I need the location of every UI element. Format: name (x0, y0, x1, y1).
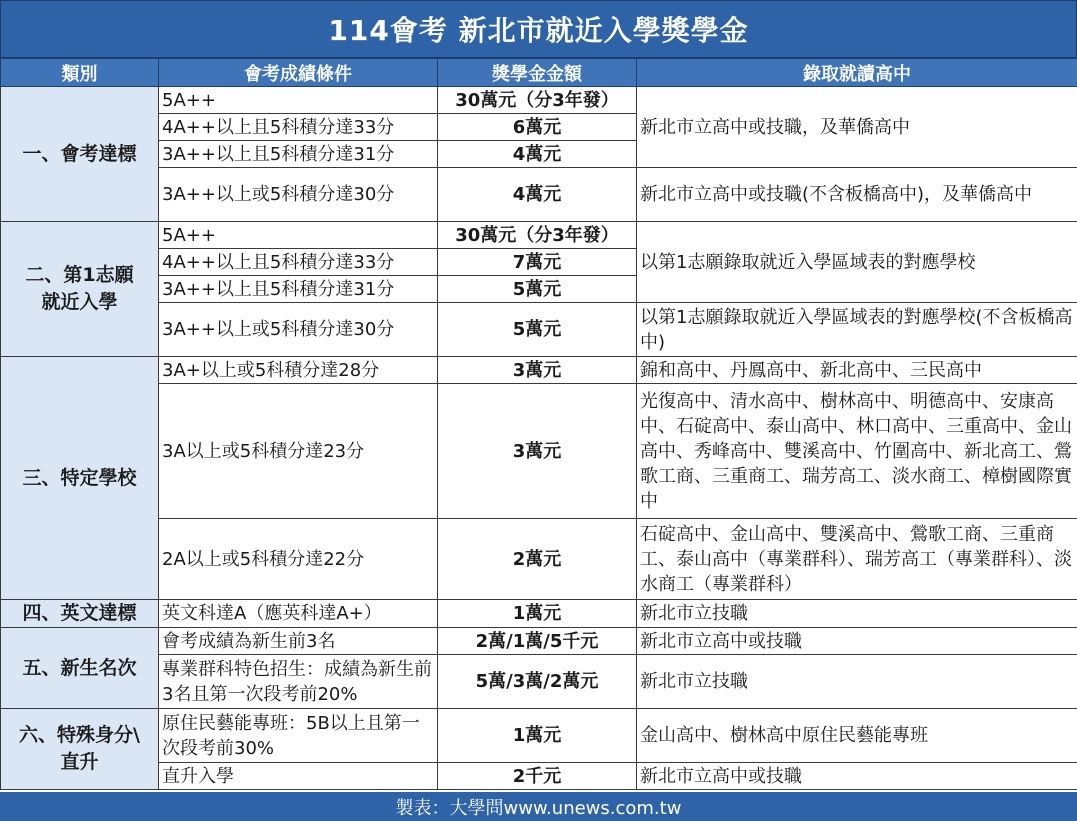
category-cell (1, 600, 159, 628)
school-cell: 新北市立技職 (637, 655, 1077, 709)
amount-cell: 5萬元 (438, 276, 637, 303)
category-label: 六、特殊身分\ (19, 724, 140, 746)
condition-cell: 4A++以上且5科積分達33分 (159, 114, 438, 141)
category-label: 一、會考達標 (22, 142, 137, 165)
header-amount: 獎學金金額 (438, 59, 637, 87)
school-cell: 石碇高中、金山高中、雙溪高中、鶯歌工商、三重商工、泰山高中（專業群科）、瑞芳高工（專業群科）、淡水商工（專業群科） (637, 519, 1077, 600)
table-header-row (1, 59, 1077, 87)
condition-cell: 2A以上或5科積分達22分 (159, 519, 438, 600)
amount-cell: 30萬元（分3年發） (438, 87, 637, 114)
category-cell (1, 709, 159, 790)
category-cell (1, 357, 159, 600)
category-cell (1, 87, 159, 222)
amount-cell: 30萬元（分3年發） (438, 222, 637, 249)
amount-cell: 7萬元 (438, 249, 637, 276)
category-cell (1, 222, 159, 357)
scholarship-table (0, 58, 1077, 790)
school-cell: 新北市立高中或技職(不含板橋高中)，及華僑高中 (637, 168, 1077, 222)
school-cell: 以第1志願錄取就近入學區域表的對應學校 (637, 222, 1077, 303)
condition-cell: 原住民藝能專班：5B以上且第一次段考前30% (159, 709, 438, 763)
header-category: 類別 (1, 59, 159, 87)
amount-cell: 2千元 (438, 763, 637, 790)
amount-cell: 2萬元 (438, 519, 637, 600)
school-cell: 新北市立高中或技職，及華僑高中 (637, 87, 1077, 168)
amount-cell: 3萬元 (438, 357, 637, 384)
table-row (1, 357, 1077, 384)
amount-cell: 3萬元 (438, 384, 637, 519)
table-row (1, 709, 1077, 763)
condition-cell: 3A++以上或5科積分達30分 (159, 168, 438, 222)
footer-credit: 製表：大學問www.unews.com.tw (0, 792, 1077, 821)
category-cell (1, 628, 159, 709)
category-label: 三、特定學校 (22, 466, 137, 489)
amount-cell: 6萬元 (438, 114, 637, 141)
school-cell: 新北市立高中或技職 (637, 763, 1077, 790)
condition-cell: 3A++以上且5科積分達31分 (159, 141, 438, 168)
table-row (1, 628, 1077, 655)
table-row (1, 519, 1077, 600)
category-label: 直升 (60, 751, 99, 773)
table-row (1, 303, 1077, 357)
condition-cell: 5A++ (159, 222, 438, 249)
amount-cell: 5萬元 (438, 303, 637, 357)
header-condition: 會考成績條件 (159, 59, 438, 87)
category-label: 就近入學 (41, 291, 118, 313)
page-title: 114會考 新北市就近入學獎學金 (0, 0, 1077, 58)
amount-cell: 4萬元 (438, 141, 637, 168)
condition-cell: 專業群科特色招生：成績為新生前3名且第一次段考前20% (159, 655, 438, 709)
amount-cell: 4萬元 (438, 168, 637, 222)
amount-cell: 1萬元 (438, 709, 637, 763)
school-cell: 金山高中、樹林高中原住民藝能專班 (637, 709, 1077, 763)
category-label: 二、第1志願 (25, 264, 134, 286)
table-row (1, 168, 1077, 222)
table-row (1, 763, 1077, 790)
condition-cell: 5A++ (159, 87, 438, 114)
condition-cell: 3A++以上且5科積分達31分 (159, 276, 438, 303)
category-label: 四、英文達標 (22, 602, 137, 624)
condition-cell: 直升入學 (159, 763, 438, 790)
table-row (1, 655, 1077, 709)
school-cell: 錦和高中、丹鳳高中、新北高中、三民高中 (637, 357, 1077, 384)
table-row (1, 222, 1077, 249)
amount-cell: 5萬/3萬/2萬元 (438, 655, 637, 709)
condition-cell: 3A++以上或5科積分達30分 (159, 303, 438, 357)
condition-cell: 3A以上或5科積分達23分 (159, 384, 438, 519)
condition-cell: 3A+以上或5科積分達28分 (159, 357, 438, 384)
header-school: 錄取就讀高中 (637, 59, 1077, 87)
school-cell: 光復高中、清水高中、樹林高中、明德高中、安康高中、石碇高中、泰山高中、林口高中、三重高中、金山高中、秀峰高中、雙溪高中、竹圍高中、新北高工、鶯歌工商、三重商工、瑞芳高工、淡水商工、樟樹國際實中 (637, 384, 1077, 519)
amount-cell: 2萬/1萬/5千元 (438, 628, 637, 655)
school-cell: 新北市立技職 (637, 600, 1077, 628)
condition-cell: 4A++以上且5科積分達33分 (159, 249, 438, 276)
school-cell: 以第1志願錄取就近入學區域表的對應學校(不含板橋高中) (637, 303, 1077, 357)
condition-cell: 會考成績為新生前3名 (159, 628, 438, 655)
table-row (1, 600, 1077, 628)
condition-cell: 英文科達A（應英科達A+） (159, 600, 438, 628)
amount-cell: 1萬元 (438, 600, 637, 628)
table-row (1, 384, 1077, 519)
table-row (1, 87, 1077, 114)
school-cell: 新北市立高中或技職 (637, 628, 1077, 655)
category-label: 五、新生名次 (22, 656, 137, 679)
